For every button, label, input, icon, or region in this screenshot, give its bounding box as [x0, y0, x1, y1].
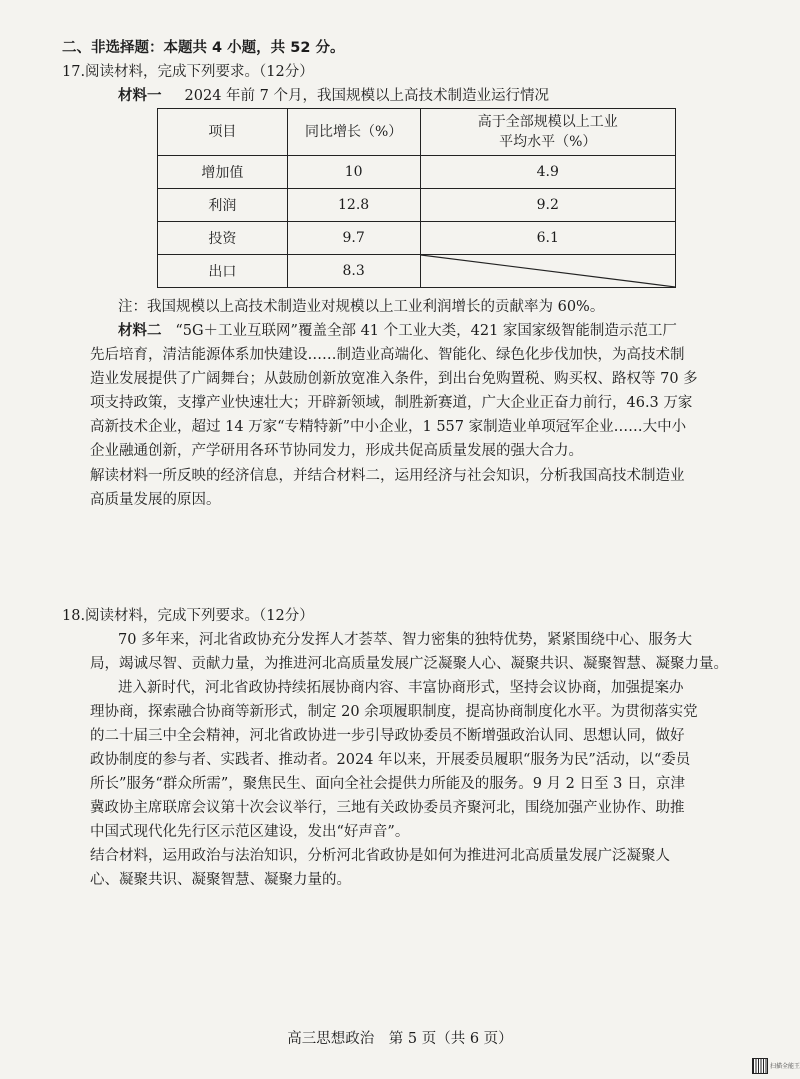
cell-item: 出口	[158, 255, 288, 288]
table-header-row	[158, 109, 676, 156]
header-above	[420, 109, 676, 156]
q18-heading: 18.阅读材料，完成下列要求。（12分）	[62, 608, 314, 624]
material1-label: 材料一	[118, 88, 162, 104]
material1-caption	[118, 86, 549, 106]
table-row	[158, 255, 676, 288]
material2-line-1: 材料二 “5G＋工业互联网”覆盖全部 41 个工业大类，421 家国家级智能制造示范工厂	[118, 323, 677, 339]
q18-para2-line-5: 所长”服务“群众所需”，聚焦民生、面向全社会提供力所能及的服务。9 月 2 日至 3 日，京津	[90, 776, 685, 792]
cell-above: 4.9	[420, 156, 676, 189]
qr-code-icon	[752, 1058, 768, 1074]
material2-label: 材料二	[118, 323, 162, 339]
q18-para1-line-1: 70 多年来，河北省政协充分发挥人才荟萃、智力密集的独特优势，紧紧围绕中心、服务大	[118, 632, 693, 648]
material1-title: 2024 年前 7 个月，我国规模以上高技术制造业运行情况	[184, 88, 549, 104]
cell-growth: 12.8	[287, 189, 420, 222]
section-title: 二、非选择题：本题共 4 小题，共 52 分。	[62, 40, 345, 56]
material2-line-2: 先后培育，清洁能源体系加快建设……制造业高端化、智能化、绿色化步伐加快，为高技术制	[90, 347, 685, 363]
cell-growth: 10	[287, 156, 420, 189]
q17-heading: 17.阅读材料，完成下列要求。（12分）	[62, 64, 314, 80]
q18-para2-line-6: 冀政协主席联席会议第十次会议举行，三地有关政协委员齐聚河北，围绕加强产业协作、助推	[90, 800, 685, 816]
cell-above: 6.1	[420, 222, 676, 255]
cell-above: 9.2	[420, 189, 676, 222]
cell-item: 投资	[158, 222, 288, 255]
q18-para2-line-4: 政协制度的参与者、实践者、推动者。2024 年以来，开展委员履职“服务为民”活动，以“委员	[90, 752, 691, 768]
cell-item: 增加值	[158, 156, 288, 189]
material2-line-6: 企业融通创新，产学研用各环节协同发力，形成共促高质量发展的强大合力。	[90, 443, 583, 459]
page-footer: 高三思想政治 第 5 页（共 6 页）	[287, 1031, 513, 1047]
table-row	[158, 189, 676, 222]
material2-line-5: 高新技术企业，超过 14 万家“专精特新”中小企业，1 557 家制造业单项冠军企业……大中小	[90, 419, 687, 435]
q18-para2-line-3: 的二十届三中全会精神，河北省政协进一步引导政协委员不断增强政治认同、思想认同，做好	[90, 728, 685, 744]
table-note: 注：我国规模以上高技术制造业对规模以上工业利润增长的贡献率为 60%。	[118, 299, 605, 315]
material2-line-4: 项支持政策，支撑产业快速壮大；开辟新领域，制胜新赛道，广大企业正奋力前行，46.3 万家	[90, 395, 693, 411]
scanner-watermark: 扫描全能王	[770, 1063, 800, 1070]
header-above-line2: 平均水平（%）	[499, 134, 597, 150]
table-row	[158, 156, 676, 189]
header-item: 项目	[158, 109, 288, 156]
q18-task-line-1: 结合材料，运用政治与法治知识，分析河北省政协是如何为推进河北高质量发展广泛凝聚人	[90, 848, 670, 864]
table-row	[158, 222, 676, 255]
q18-para2-line-7: 中国式现代化先行区示范区建设，发出“好声音”。	[90, 824, 410, 840]
header-above-line1: 高于全部规模以上工业	[477, 114, 618, 130]
cell-item: 利润	[158, 189, 288, 222]
q18-task-line-2: 心、凝聚共识、凝聚智慧、凝聚力量的。	[90, 872, 351, 888]
q18-para2-line-2: 理协商，探索融合协商等新形式，制定 20 余项履职制度，提高协商制度化水平。为贯彻落实党	[90, 704, 698, 720]
material2-line-3: 造业发展提供了广阔舞台；从鼓励创新放宽准入条件，到出台免购置税、购买权、路权等 70 多	[90, 371, 698, 387]
q17-task-line-1: 解读材料一所反映的经济信息，并结合材料二，运用经济与社会知识，分析我国高技术制造业	[90, 468, 685, 484]
header-growth: 同比增长（%）	[287, 109, 420, 156]
q18-para2-line-1: 进入新时代，河北省政协持续拓展协商内容、丰富协商形式，坚持会议协商，加强提案办	[118, 680, 684, 696]
cell-growth: 8.3	[287, 255, 420, 288]
cell-above-empty-diagonal	[420, 255, 676, 288]
cell-growth: 9.7	[287, 222, 420, 255]
q18-para1-line-2: 局，竭诚尽智、贡献力量，为推进河北高质量发展广泛凝聚人心、凝聚共识、凝聚智慧、凝聚力量。	[90, 656, 728, 672]
q17-task-line-2: 高质量发展的原因。	[90, 492, 221, 508]
manufacturing-table	[157, 108, 676, 288]
diagonal-slash	[421, 255, 676, 287]
